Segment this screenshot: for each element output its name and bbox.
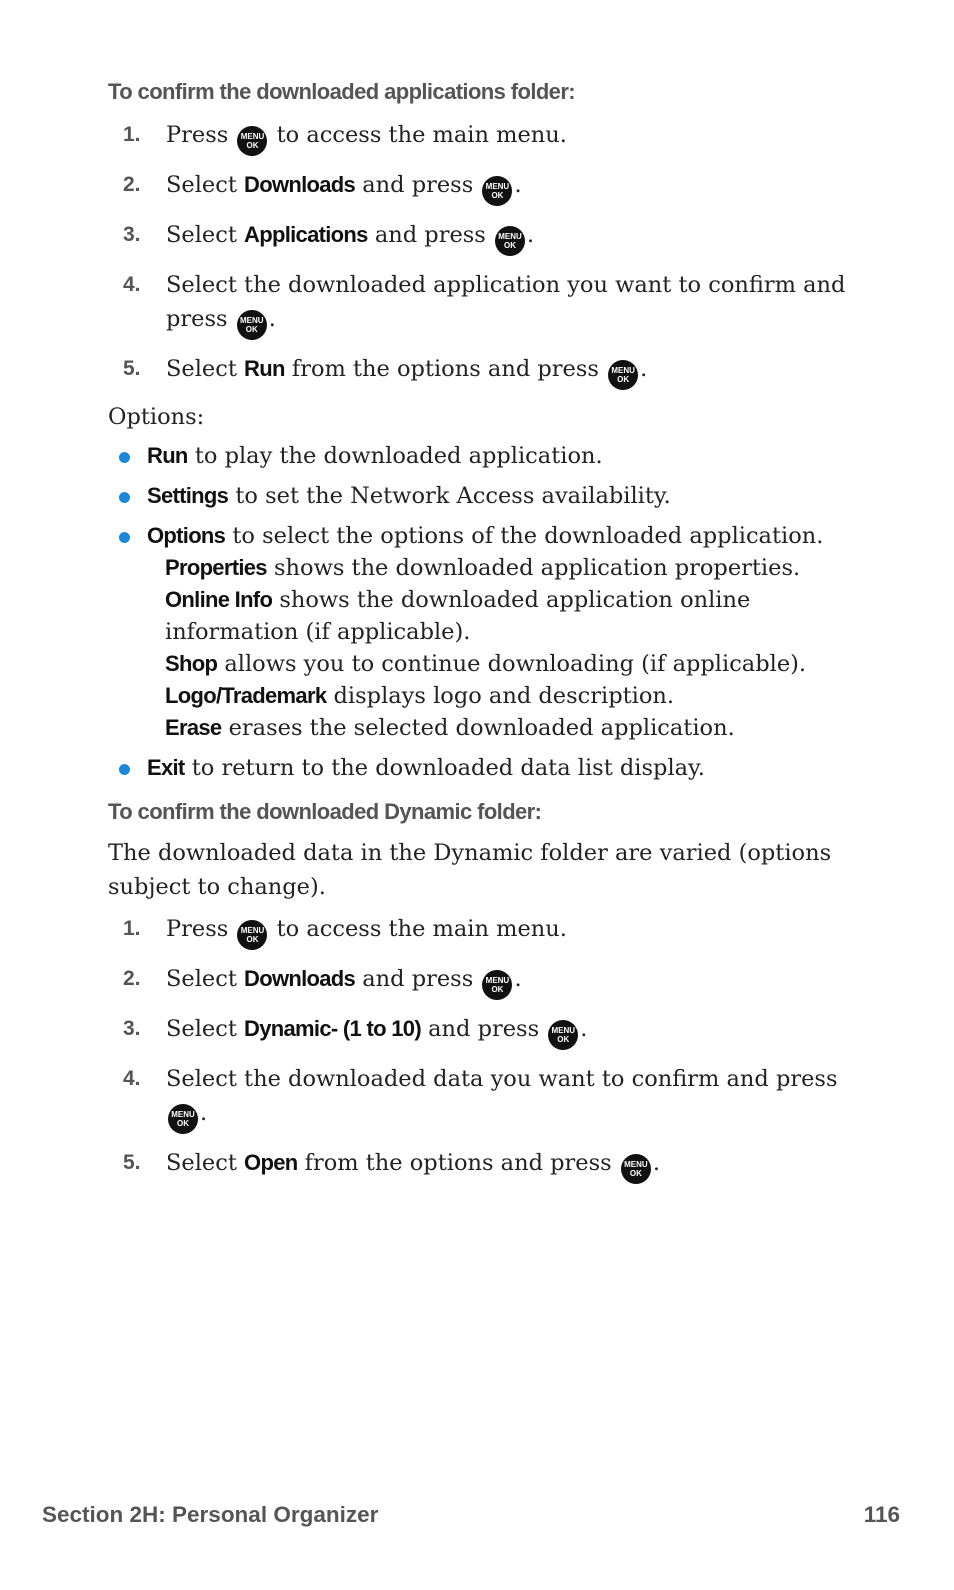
page-content [108, 72, 868, 1196]
bullet-icon [119, 532, 130, 543]
sub-option [147, 712, 868, 744]
step-number: 1. [123, 123, 141, 146]
menu-ok-button-icon: MENU OK [168, 1104, 198, 1134]
sub-option-text: shows the downloaded application properties. [273, 555, 801, 581]
step-item [108, 352, 868, 390]
step-keyword: Open [244, 1150, 298, 1175]
options-list [108, 440, 868, 784]
step-text: Select [166, 1150, 237, 1176]
step-text: Select the downloaded application you want to confirm and press [166, 272, 846, 332]
section-intro: The downloaded data in the Dynamic folder are varied (options subject to change). [108, 840, 832, 900]
step-text: from the options and press [304, 1150, 612, 1176]
step-text: . [527, 222, 535, 248]
menu-ok-button-icon: MENU OK [237, 126, 267, 156]
step-number: 4. [123, 1067, 141, 1090]
option-item [108, 440, 868, 472]
menu-ok-button-icon: MENU OK [495, 226, 525, 256]
option-keyword: Settings [147, 483, 229, 508]
steps-list-applications [108, 118, 868, 390]
step-text: . [200, 1100, 208, 1126]
page-number: 116 [863, 1502, 900, 1527]
bullet-icon [119, 764, 130, 775]
option-item [108, 520, 868, 744]
option-item [108, 752, 868, 784]
step-text: . [268, 306, 276, 332]
step-item [108, 268, 868, 340]
option-keyword: Exit [147, 755, 185, 780]
steps-list-dynamic [108, 912, 868, 1184]
step-number: 5. [123, 357, 141, 380]
step-text: from the options and press [291, 356, 599, 382]
step-text: and press [374, 222, 486, 248]
sub-option-text: shows the downloaded application online information (if applicable). [165, 587, 751, 645]
sub-option-keyword: Properties [165, 555, 267, 580]
sub-option-keyword: Shop [165, 651, 218, 676]
step-text: . [514, 966, 522, 992]
step-text: Press [166, 916, 229, 942]
step-item [108, 912, 868, 950]
sub-option-text: displays logo and description. [333, 683, 675, 709]
step-text: Select [166, 222, 237, 248]
option-item [108, 480, 868, 512]
step-text: . [640, 356, 648, 382]
step-item [108, 168, 868, 206]
option-keyword: Run [147, 443, 188, 468]
step-text: . [652, 1150, 661, 1176]
step-item [108, 1012, 868, 1050]
footer-section-title: Section 2H: Personal Organizer [42, 1502, 379, 1527]
step-number: 3. [123, 223, 141, 246]
step-keyword: Dynamic- (1 to 10) [244, 1016, 421, 1041]
step-number: 1. [123, 917, 141, 940]
page-footer [42, 1502, 900, 1528]
sub-option-keyword: Online Info [165, 587, 273, 612]
step-text: Select the downloaded data you want to confirm and press [166, 1066, 838, 1092]
step-text: Press [166, 122, 229, 148]
step-text: . [580, 1016, 588, 1042]
step-number: 3. [123, 1017, 141, 1040]
option-text: to set the Network Access availability. [235, 483, 671, 509]
sub-option [147, 552, 868, 584]
sub-option-keyword: Erase [165, 715, 222, 740]
step-item [108, 118, 868, 156]
step-item [108, 1146, 868, 1184]
step-number: 2. [123, 967, 141, 990]
step-text: and press [362, 172, 474, 198]
step-text: and press [362, 966, 474, 992]
sub-option-text: allows you to continue downloading (if applicable). [224, 651, 807, 677]
menu-ok-button-icon: MENU OK [608, 360, 638, 390]
menu-ok-button-icon: MENU OK [548, 1020, 578, 1050]
step-text: . [514, 172, 522, 198]
step-keyword: Run [244, 356, 285, 381]
sub-option [147, 648, 868, 680]
step-keyword: Applications [244, 222, 368, 247]
bullet-icon [119, 452, 130, 463]
step-item [108, 1062, 868, 1134]
step-item [108, 962, 868, 1000]
step-number: 5. [123, 1151, 141, 1174]
step-keyword: Downloads [244, 966, 356, 991]
option-keyword: Options [147, 523, 226, 548]
step-text: Select [166, 172, 237, 198]
sub-option-text: erases the selected downloaded application. [228, 715, 735, 741]
sub-option [147, 584, 868, 648]
step-text: Select [166, 966, 237, 992]
step-text: to access the main menu. [276, 122, 567, 148]
options-label: Options: [108, 404, 205, 430]
sub-option [147, 680, 868, 712]
step-item [108, 218, 868, 256]
sub-option-keyword: Logo/Trademark [165, 683, 327, 708]
menu-ok-button-icon: MENU OK [621, 1154, 651, 1184]
option-text: to play the downloaded application. [194, 443, 603, 469]
section-heading-dynamic: To confirm the downloaded Dynamic folder: [108, 799, 542, 824]
menu-ok-button-icon: MENU OK [237, 920, 267, 950]
step-text: to access the main menu. [276, 916, 567, 942]
step-number: 4. [123, 273, 141, 296]
step-text: Select [166, 356, 237, 382]
step-keyword: Downloads [244, 172, 356, 197]
step-text: and press [428, 1016, 540, 1042]
menu-ok-button-icon: MENU OK [482, 176, 512, 206]
menu-ok-button-icon: MENU OK [237, 310, 267, 340]
section-heading-applications: To confirm the downloaded applications folder: [108, 79, 576, 104]
option-text: to select the options of the downloaded application. [232, 523, 824, 549]
option-text: to return to the downloaded data list display. [191, 755, 705, 781]
menu-ok-button-icon: MENU OK [482, 970, 512, 1000]
step-number: 2. [123, 173, 141, 196]
bullet-icon [119, 492, 130, 503]
step-text: Select [166, 1016, 237, 1042]
